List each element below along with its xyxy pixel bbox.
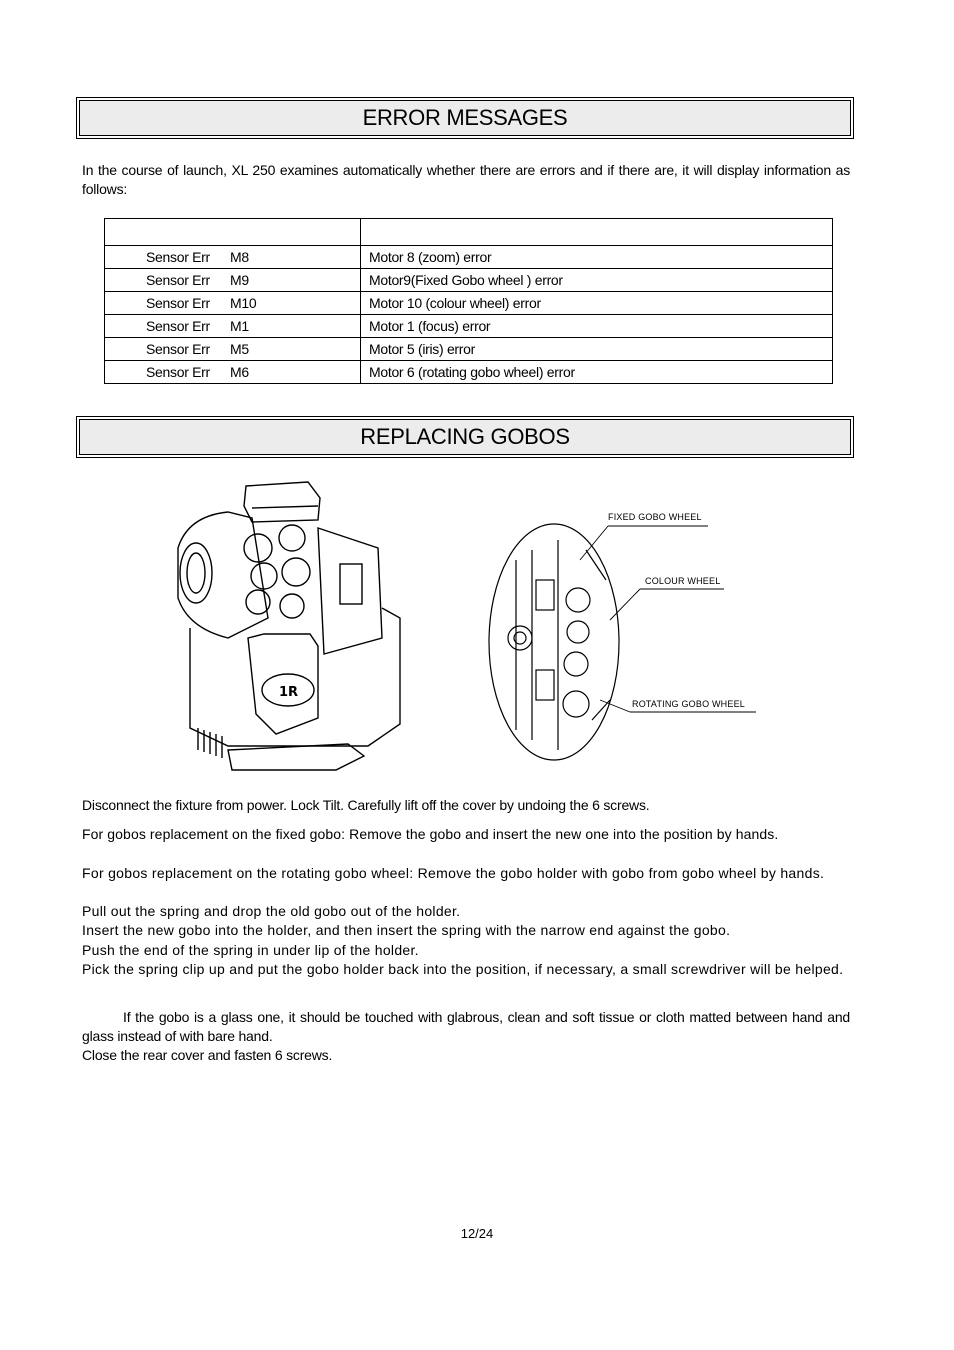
table-row — [105, 361, 833, 384]
instruction-push-spring: Push the end of the spring in under lip of the holder. — [82, 942, 419, 958]
table-row — [105, 338, 833, 361]
fixture-head-drawing — [168, 478, 410, 778]
instruction-fixed-gobo: For gobos replacement on the fixed gobo: Remove the gobo and insert the new one into the position by hands. — [82, 826, 779, 842]
table-header-cell — [105, 219, 361, 246]
instruction-pull-spring: Pull out the spring and drop the old gobo out of the holder. — [82, 903, 461, 919]
callout-lines — [570, 520, 760, 720]
table-header-row — [105, 219, 833, 246]
instruction-spring-clip: Pick the spring clip up and put the gobo holder back into the position, if necessary, a small screwdriver will be helped. — [82, 961, 844, 977]
instruction-rotating-gobo: For gobos replacement on the rotating gobo wheel: Remove the gobo holder with gobo from gobo wheel by hands. — [82, 865, 825, 881]
instruction-close-cover: Close the rear cover and fasten 6 screws. — [82, 1047, 333, 1063]
table-row — [105, 292, 833, 315]
error-code-cell: Sensor Err M5 — [105, 338, 361, 361]
page-number: 12/24 — [460, 1226, 494, 1241]
instruction-disconnect: Disconnect the fixture from power. Lock Tilt. Carefully lift off the cover by undoing the 6 screws. — [82, 797, 650, 813]
table-row — [105, 269, 833, 292]
table-row — [105, 246, 833, 269]
fixed-gobo-wheel-label: FIXED GOBO WHEEL — [608, 512, 702, 522]
error-code-cell: Sensor Err M9 — [105, 269, 361, 292]
error-messages-heading — [76, 97, 854, 139]
table-row — [105, 315, 833, 338]
error-messages-heading-text: ERROR MESSAGES — [362, 105, 568, 130]
error-intro-text: In the course of launch, XL 250 examines automatically whether there are errors and if there are, it will display information as follows: — [82, 162, 850, 197]
error-code-cell: Sensor Err M1 — [105, 315, 361, 338]
replacing-gobos-heading — [76, 416, 854, 458]
error-description-cell: Motor 10 (colour wheel) error — [361, 292, 833, 315]
rotating-gobo-wheel-label: ROTATING GOBO WHEEL — [632, 699, 745, 709]
error-table — [104, 218, 833, 384]
error-description-cell: Motor9(Fixed Gobo wheel ) error — [361, 269, 833, 292]
error-description-cell: Motor 5 (iris) error — [361, 338, 833, 361]
colour-wheel-label: COLOUR WHEEL — [645, 576, 721, 586]
error-code-cell: Sensor Err M6 — [105, 361, 361, 384]
svg-text:1R: 1R — [279, 685, 299, 700]
instruction-glass-gobo: If the gobo is a glass one, it should be touched with glabrous, clean and soft tissue or cloth matted between hand and glass instead of with bare hand. — [82, 1009, 850, 1044]
error-description-cell: Motor 6 (rotating gobo wheel) error — [361, 361, 833, 384]
error-code-cell: Sensor Err M10 — [105, 292, 361, 315]
error-description-cell: Motor 1 (focus) error — [361, 315, 833, 338]
table-header-cell — [361, 219, 833, 246]
instruction-insert-gobo: Insert the new gobo into the holder, and then insert the spring with the narrow end against the gobo. — [82, 922, 731, 938]
error-description-cell: Motor 8 (zoom) error — [361, 246, 833, 269]
error-code-cell: Sensor Err M8 — [105, 246, 361, 269]
replacing-gobos-heading-text: REPLACING GOBOS — [360, 424, 570, 449]
